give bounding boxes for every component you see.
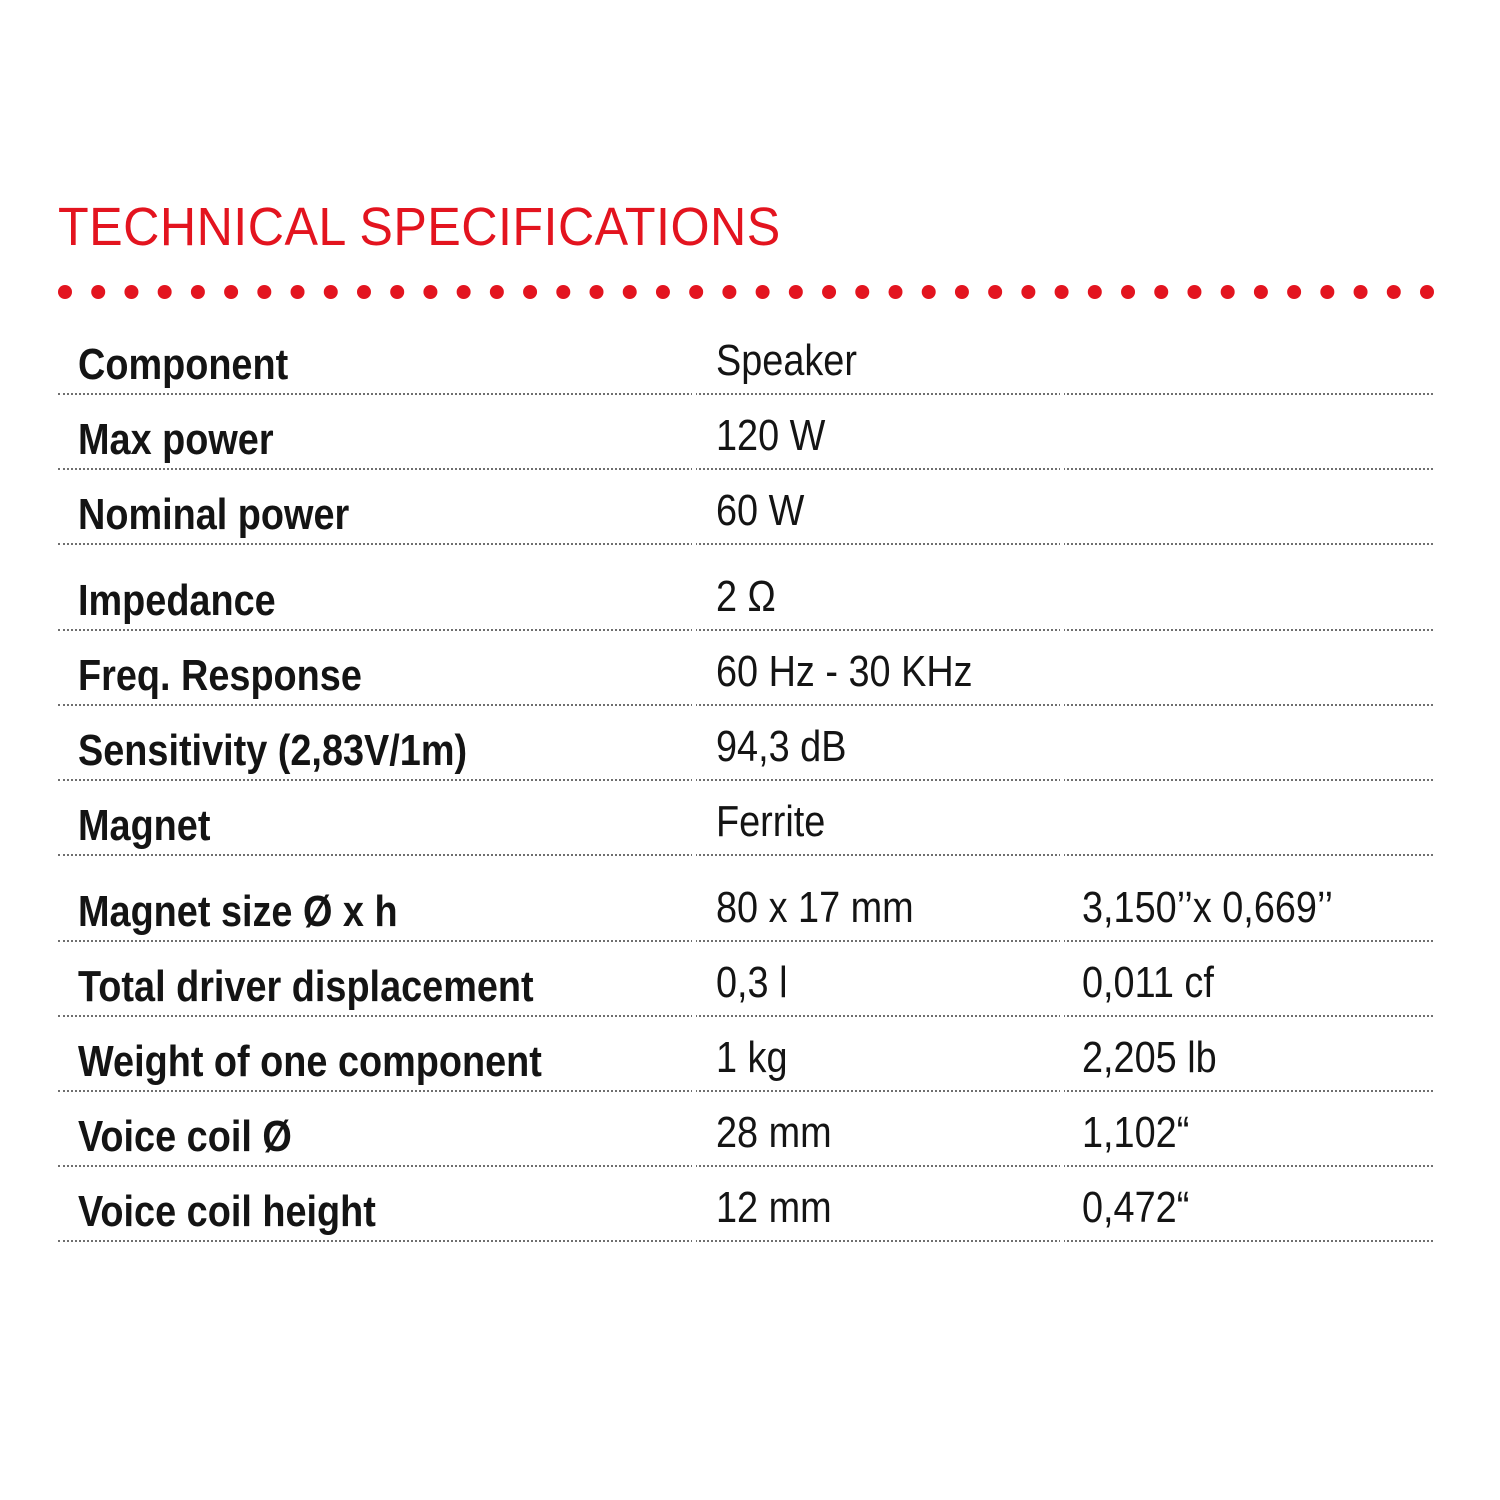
spec-label: Freq. Response xyxy=(78,651,362,700)
spec-row xyxy=(58,1017,1433,1092)
divider-dot xyxy=(722,285,736,299)
spec-row xyxy=(58,706,1433,781)
divider-dot xyxy=(423,285,437,299)
spec-value-imperial: 3,150’’x 0,669’’ xyxy=(1082,883,1334,932)
divider-dot xyxy=(191,285,205,299)
spec-value-metric: 60 Hz - 30 KHz xyxy=(716,647,973,696)
divider-dot xyxy=(590,285,604,299)
dotted-divider xyxy=(57,284,1435,300)
spec-value-metric: Speaker xyxy=(716,336,857,385)
spec-row xyxy=(58,1167,1433,1242)
divider-dot xyxy=(257,285,271,299)
divider-dot xyxy=(789,285,803,299)
divider-dot xyxy=(224,285,238,299)
divider-dot xyxy=(490,285,504,299)
spec-row xyxy=(58,631,1433,706)
divider-dot xyxy=(1088,285,1102,299)
divider-dot xyxy=(1420,285,1434,299)
divider-dot xyxy=(556,285,570,299)
spec-row xyxy=(58,856,1433,942)
spec-value-imperial: 2,205 lb xyxy=(1082,1033,1217,1082)
spec-table xyxy=(58,320,1433,1242)
spec-label: Nominal power xyxy=(78,490,350,539)
spec-row xyxy=(58,470,1433,545)
divider-dot xyxy=(689,285,703,299)
spec-value-metric: Ferrite xyxy=(716,797,826,846)
spec-value-imperial: 0,472“ xyxy=(1082,1183,1190,1232)
spec-value-metric: 2 Ω xyxy=(716,572,776,621)
column-gap xyxy=(1060,1240,1064,1242)
divider-dot xyxy=(1254,285,1268,299)
divider-dot xyxy=(922,285,936,299)
spec-row xyxy=(58,781,1433,856)
spec-label: Total driver displacement xyxy=(78,962,534,1011)
spec-value-metric: 1 kg xyxy=(716,1033,788,1082)
spec-label: Magnet xyxy=(78,801,211,850)
spec-label: Magnet size Ø x h xyxy=(78,887,398,936)
divider-dot xyxy=(1154,285,1168,299)
divider-dot xyxy=(822,285,836,299)
divider-dot xyxy=(1187,285,1201,299)
divider-dot xyxy=(1121,285,1135,299)
divider-dot xyxy=(324,285,338,299)
spec-value-metric: 94,3 dB xyxy=(716,722,847,771)
spec-value-metric: 0,3 l xyxy=(716,958,788,1007)
divider-dot xyxy=(1021,285,1035,299)
spec-value-metric: 120 W xyxy=(716,411,826,460)
spec-row xyxy=(58,545,1433,631)
spec-label: Voice coil Ø xyxy=(78,1112,292,1161)
divider-dot xyxy=(457,285,471,299)
spec-row xyxy=(58,942,1433,1017)
spec-label: Weight of one component xyxy=(78,1037,542,1086)
spec-value-imperial: 0,011 cf xyxy=(1082,958,1214,1007)
spec-label: Sensitivity (2,83V/1m) xyxy=(78,726,468,775)
divider-dot xyxy=(158,285,172,299)
divider-dot xyxy=(1354,285,1368,299)
spec-row xyxy=(58,1092,1433,1167)
section-title: TECHNICAL SPECIFICATIONS xyxy=(58,197,781,257)
spec-label: Impedance xyxy=(78,576,276,625)
spec-value-imperial: 1,102“ xyxy=(1082,1108,1190,1157)
spec-label: Component xyxy=(78,340,289,389)
divider-dot xyxy=(855,285,869,299)
spec-value-metric: 28 mm xyxy=(716,1108,832,1157)
spec-label: Voice coil height xyxy=(78,1187,376,1236)
divider-dot xyxy=(91,285,105,299)
column-gap xyxy=(692,1240,696,1242)
divider-dot xyxy=(888,285,902,299)
divider-dot xyxy=(124,285,138,299)
divider-dot xyxy=(955,285,969,299)
spec-value-metric: 60 W xyxy=(716,486,805,535)
divider-dot xyxy=(291,285,305,299)
divider-dot xyxy=(357,285,371,299)
divider-dot xyxy=(1221,285,1235,299)
divider-dot xyxy=(58,285,72,299)
divider-dot xyxy=(523,285,537,299)
divider-dot xyxy=(623,285,637,299)
divider-dot xyxy=(1055,285,1069,299)
spec-row xyxy=(58,320,1433,395)
spec-value-metric: 80 x 17 mm xyxy=(716,883,914,932)
divider-dot xyxy=(390,285,404,299)
spec-label: Max power xyxy=(78,415,274,464)
divider-dot xyxy=(1320,285,1334,299)
spec-row xyxy=(58,395,1433,470)
divider-dot xyxy=(988,285,1002,299)
spec-value-metric: 12 mm xyxy=(716,1183,832,1232)
divider-dot xyxy=(656,285,670,299)
divider-dot xyxy=(1287,285,1301,299)
divider-dot xyxy=(756,285,770,299)
divider-dot xyxy=(1387,285,1401,299)
